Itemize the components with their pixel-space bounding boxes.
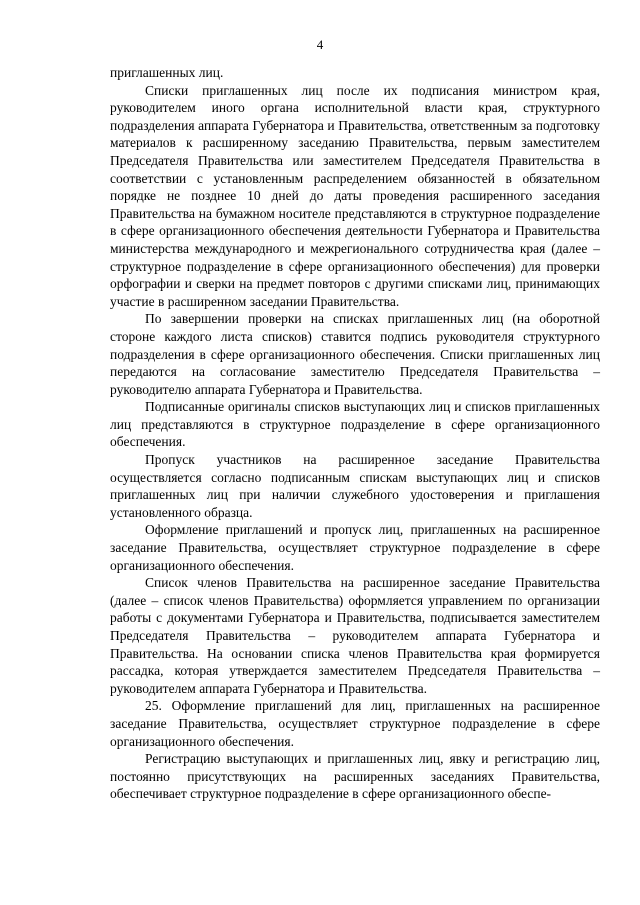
paragraph: Оформление приглашений и пропуск лиц, приглашенных на расширенное заседание Правительства, осуществляет структурное подразделение в сфере организационного обеспечения.: [110, 522, 600, 573]
paragraph: Пропуск участников на расширенное заседание Правительства осуществляется согласно подписанным спискам выступающих лиц и списков приглашенных лиц при наличии служебного удостоверения и приглашения установленного образца.: [110, 452, 600, 520]
paragraph: Списки приглашенных лиц после их подписания министром края, руководителем иного органа исполнительной власти края, структурного подразделения аппарата Губернатора и Правительства, ответственным за подготовку материалов к расширенному заседанию Правительства, первым заместителем Председателя Правительства или заместителем Председателя Правительства в соответствии с установленным распределением обязанностей в обязательном порядке не позднее 10 дней до даты проведения расширенного заседания Правительства на бумажном носителе представляются в структурное подразделение в сфере организационного обеспечения деятельности Губернатора и Правительства министерства международного и межрегионального сотрудничества края (далее – структурное подразделение в сфере организационного обеспечения) для проверки орфографии и сверки на предмет повторов с другими списками лиц, принимающих участие в расширенном заседании Правительства.: [110, 82, 600, 309]
paragraph: Регистрацию выступающих и приглашенных лиц, явку и регистрацию лиц, постоянно присутствующих на расширенных заседаниях Правительства, обеспечивает структурное подразделение в сфере организационного обеспе-: [110, 751, 600, 802]
paragraph: По завершении проверки на списках приглашенных лиц (на оборотной стороне каждого листа списков) ставится подпись руководителя структурного подразделения в сфере организационного обеспечения. Списки приглашенных лиц передаются на согласование заместителю Председателя Правительства – руководителю аппарата Губернатора и Правительства.: [110, 311, 600, 397]
paragraph-item-25: 25. Оформление приглашений для лиц, приглашенных на расширенное заседание Правительства, осуществляет структурное подразделение в сфере организационного обеспечения.: [110, 698, 600, 749]
page-number: 4: [316, 37, 324, 52]
document-body: [110, 64, 600, 803]
paragraph: Подписанные оригиналы списков выступающих лиц и списков приглашенных лиц представляются в структурное подразделение в сфере организационного обеспечения.: [110, 399, 600, 450]
paragraph: приглашенных лиц.: [110, 65, 224, 80]
paragraph: Список членов Правительства на расширенное заседание Правительства (далее – список членов Правительства) оформляется управлением по организации работы с документами Губернатора и Правительства, подписывается заместителем Председателя Правительства – руководителем аппарата Губернатора и Правительства. На основании списка членов Правительства края формируется рассадка, которая утверждается заместителем Председателя Правительства – руководителем аппарата Губернатора и Правительства.: [110, 575, 600, 696]
